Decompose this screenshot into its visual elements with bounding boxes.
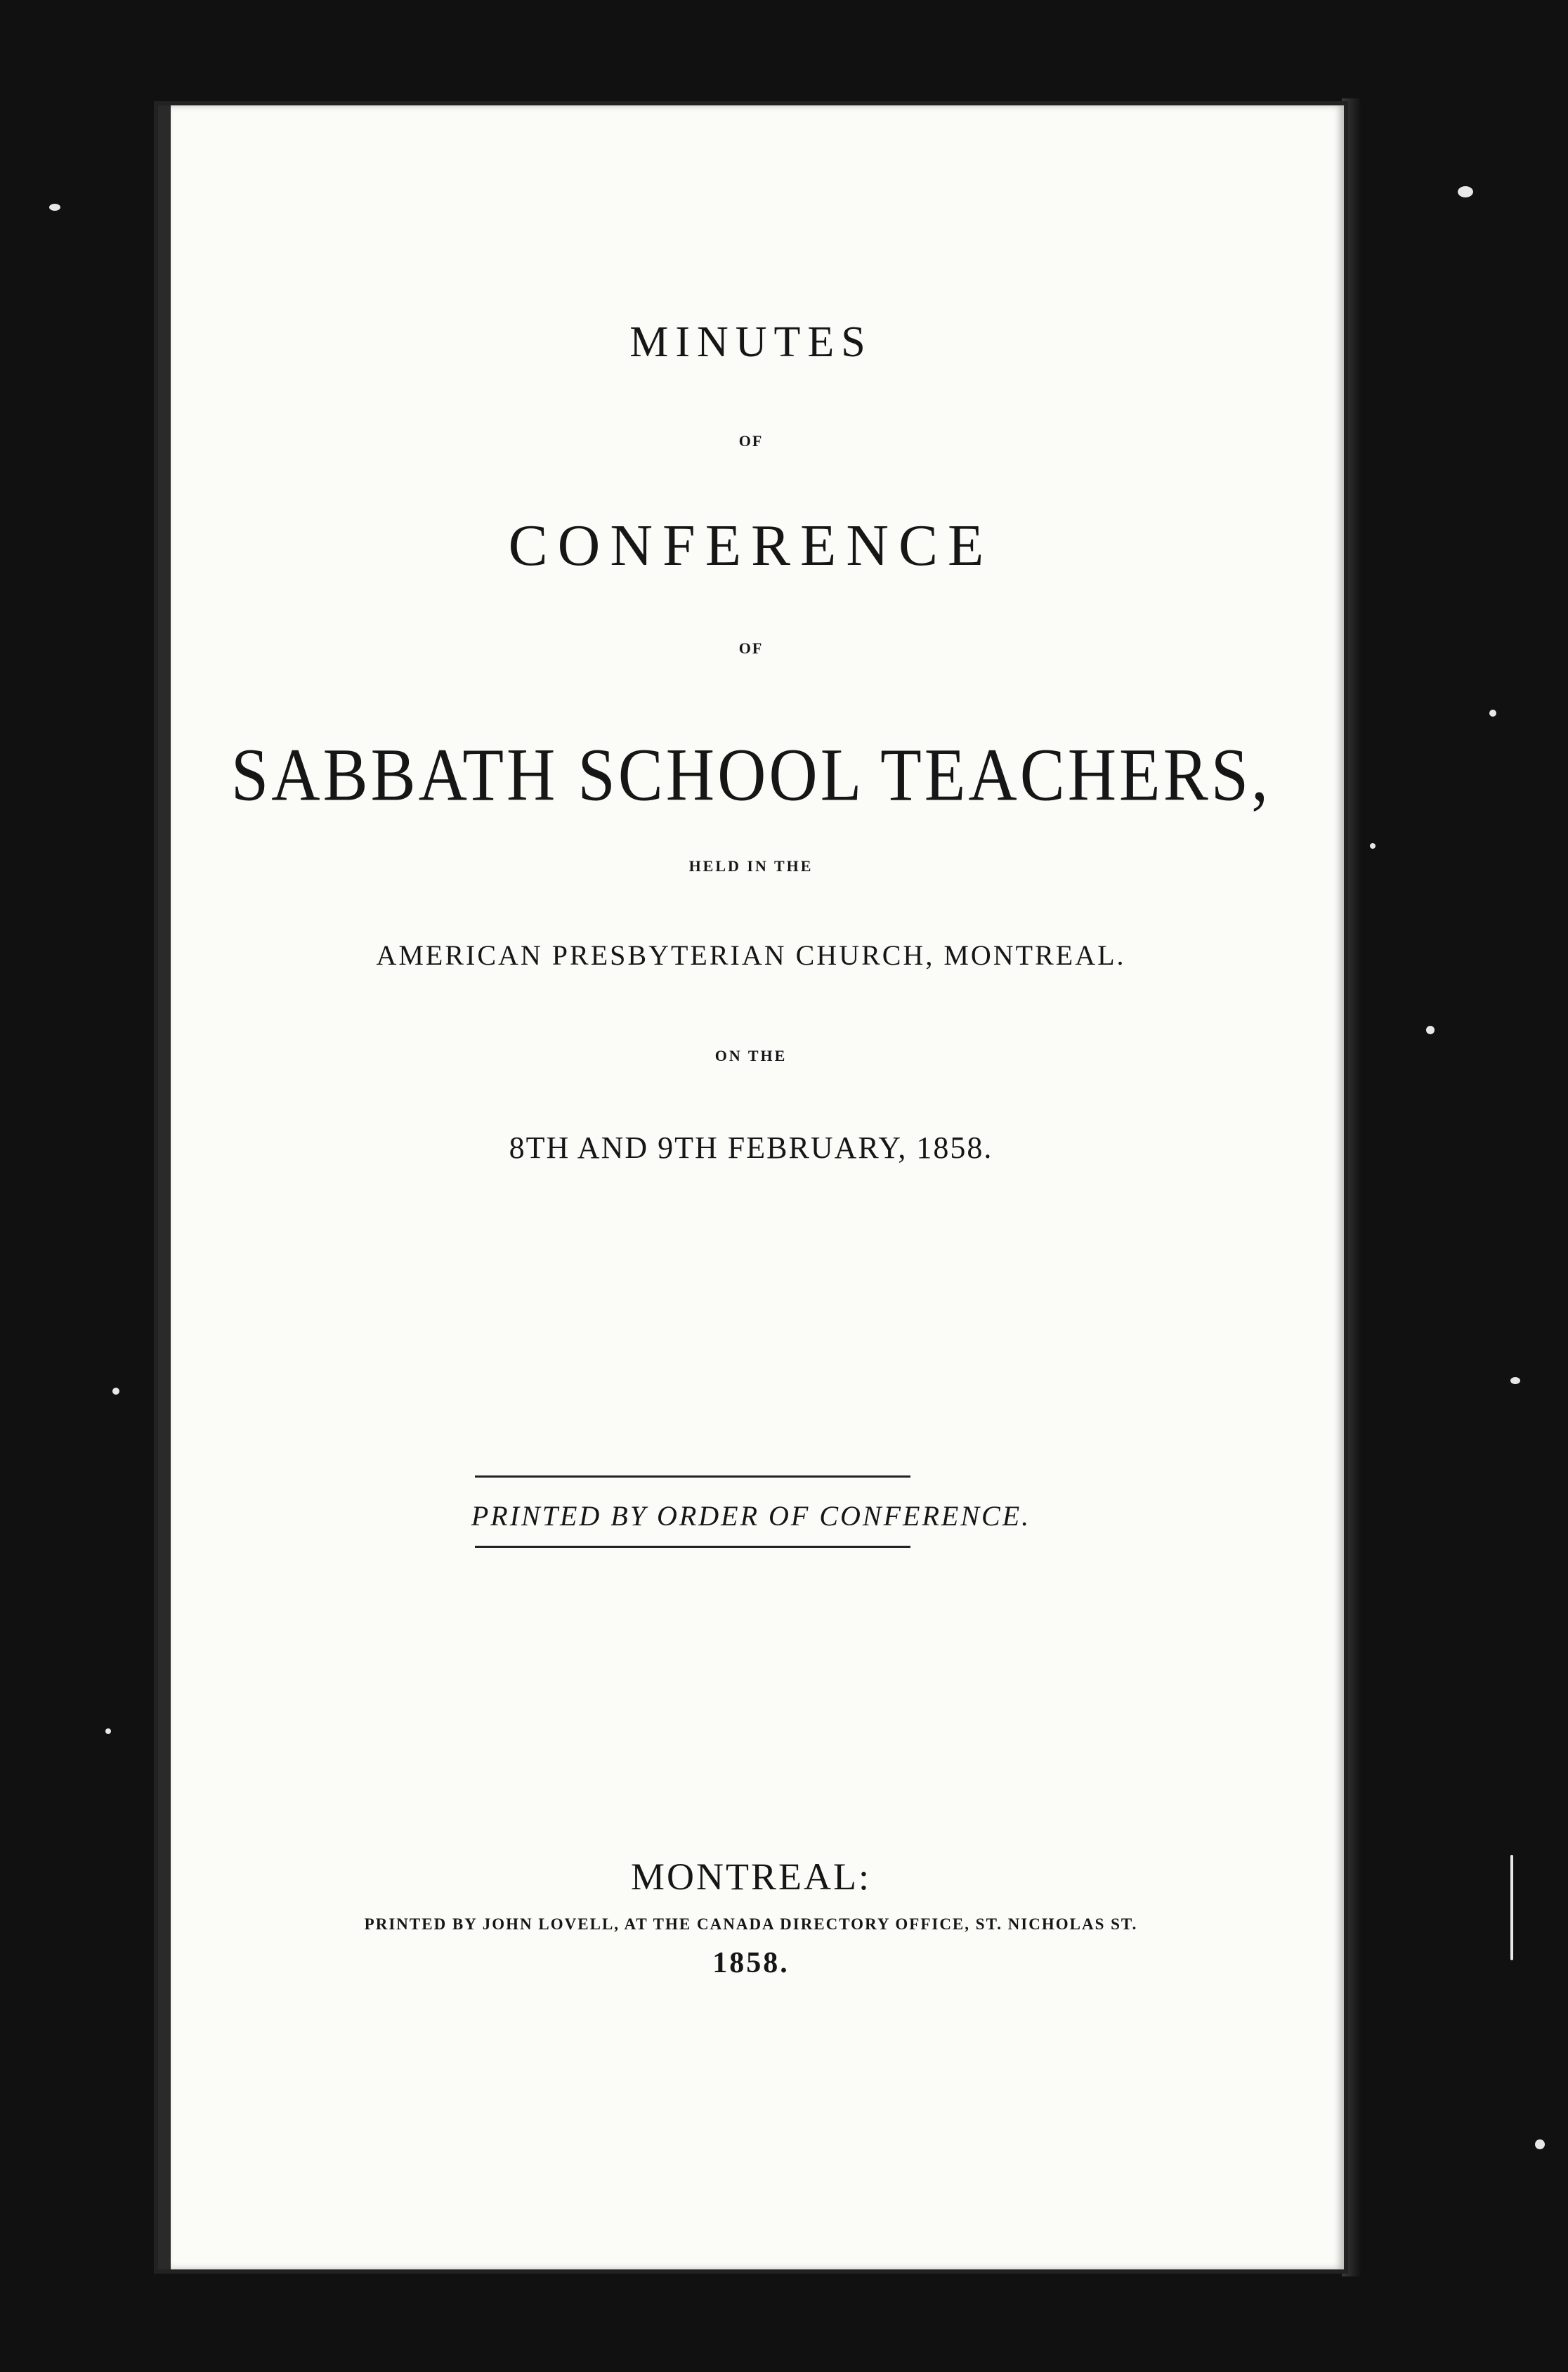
- imprint-year: 1858.: [712, 1947, 790, 1979]
- dust-speck: [1535, 2139, 1545, 2149]
- dust-speck: [1510, 1377, 1520, 1384]
- dust-speck: [1458, 186, 1473, 197]
- printed-by-order: PRINTED BY ORDER OF CONFERENCE.: [471, 1500, 1031, 1532]
- imprint-city: MONTREAL:: [631, 1856, 871, 1898]
- dust-speck: [105, 1728, 111, 1734]
- title-sabbath-school-teachers: SABBATH SCHOOL TEACHERS,: [230, 732, 1272, 817]
- connector-of-1: OF: [738, 432, 764, 450]
- held-in-the: HELD IN THE: [688, 857, 814, 875]
- title-page: [158, 105, 1344, 2269]
- dust-speck: [49, 204, 60, 211]
- dust-speck: [1510, 1855, 1513, 1960]
- title-conference: CONFERENCE: [508, 513, 994, 578]
- imprint-printer: PRINTED BY JOHN LOVELL, AT THE CANADA DIRECTORY OFFICE, ST. NICHOLAS ST.: [364, 1915, 1138, 1933]
- dust-speck: [1489, 710, 1496, 717]
- dust-speck: [1370, 843, 1376, 849]
- dates-line: 8TH AND 9TH FEBRUARY, 1858.: [509, 1130, 993, 1165]
- dust-speck: [1426, 1026, 1435, 1034]
- rule-bottom: [475, 1546, 910, 1548]
- rule-top: [475, 1475, 910, 1478]
- connector-of-2: OF: [738, 639, 764, 657]
- pencil-annotation: [218, 165, 1061, 207]
- on-the: ON THE: [714, 1047, 788, 1064]
- location-line: AMERICAN PRESBYTERIAN CHURCH, MONTREAL.: [376, 939, 1126, 971]
- page-right-edge: [1342, 98, 1361, 2276]
- title-minutes: MINUTES: [629, 318, 873, 366]
- dust-speck: [112, 1388, 119, 1395]
